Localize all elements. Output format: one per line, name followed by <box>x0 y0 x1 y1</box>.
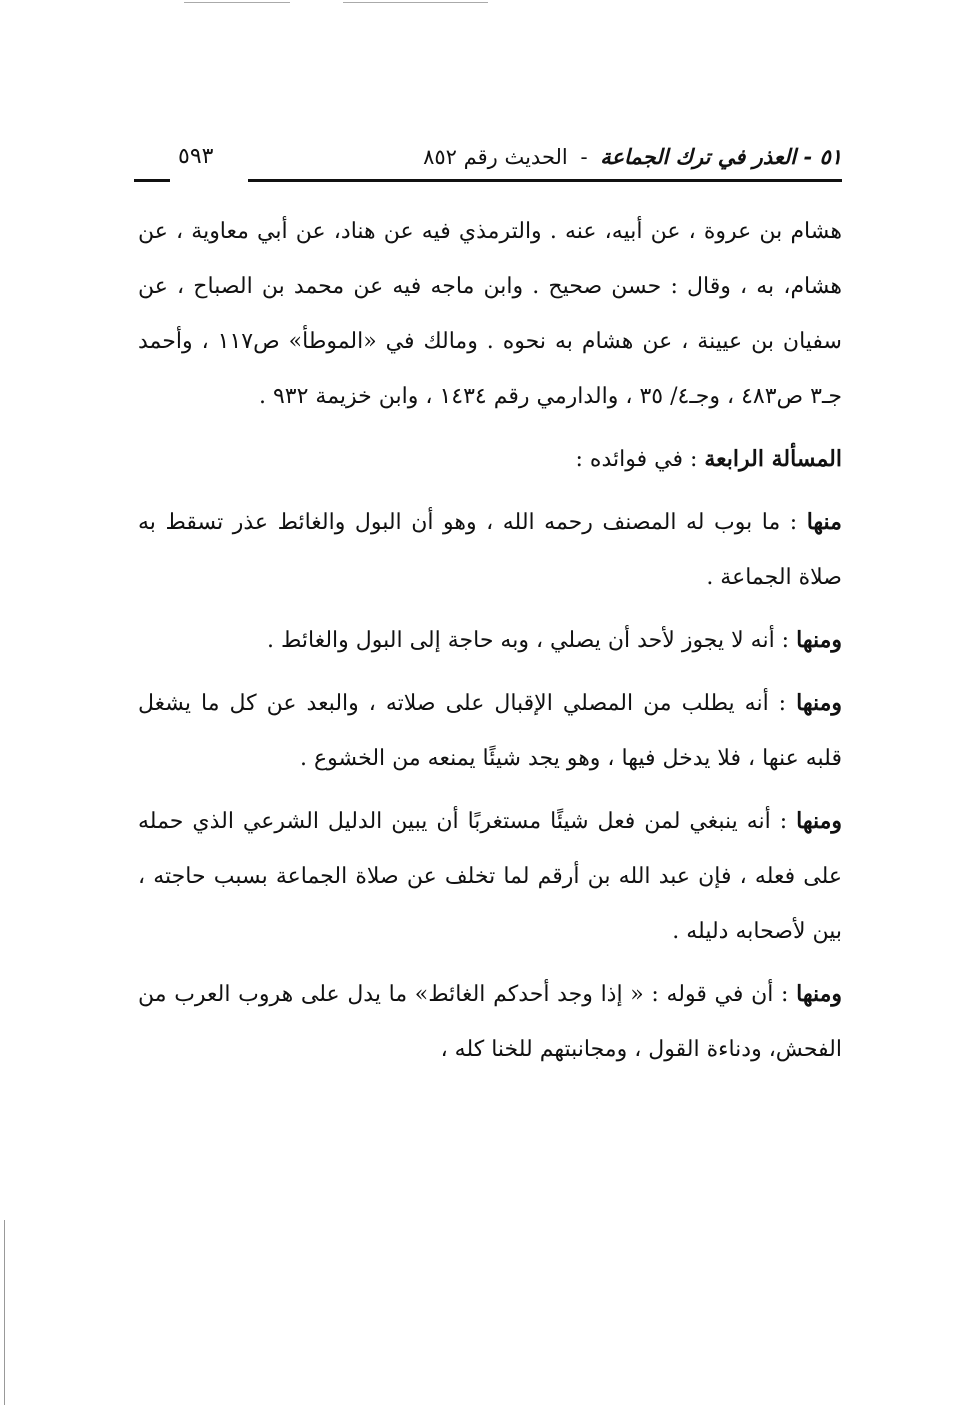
paragraph-label: ومنها <box>796 627 842 653</box>
paragraph-label: ومنها <box>796 808 842 834</box>
page-body <box>138 204 842 1085</box>
paragraph-label: ومنها <box>796 981 842 1007</box>
paragraph-label: ومنها <box>796 690 842 716</box>
paragraph-label: المسألة الرابعة <box>704 446 842 472</box>
paragraph-benefit-3 <box>138 676 842 786</box>
page-header <box>134 138 842 190</box>
top-edge-line-right <box>343 2 488 3</box>
paragraph-text: : أنه لا يجوز لأحد أن يصلي ، وبه حاجة إلى البول والغائط . <box>267 628 790 653</box>
running-title <box>423 144 842 169</box>
paragraph-benefit-2 <box>138 613 842 668</box>
paragraph-fourth-issue <box>138 432 842 487</box>
paragraph-text: : ما بوب له المصنف رحمه الله ، وهو أن البول والغائط عذر تسقط به صلاة الجماعة . <box>138 510 842 590</box>
paragraph-text: : في فوائده : <box>575 447 698 472</box>
paragraph-text: : أنه ينبغي لمن فعل شيئًا مستغربًا أن يبين الدليل الشرعي الذي حمله على فعله ، فإن عبد الله بن أرقم لما تخلف عن صلاة الجماعة بسبب حاجته ، بين لأصحابه دليله . <box>138 809 842 944</box>
header-rule-short <box>134 179 170 182</box>
page-number: ٥٩٣ <box>178 144 214 169</box>
paragraph-text: هشام بن عروة ، عن أبيه، عنه . والترمذي فيه عن هناد، عن أبي معاوية ، عن هشام، به ، وقال : حسن صحيح . وابن ماجه فيه عن محمد بن الصباح ، عن سفيان بن عيينة ، عن هشام به نحوه . ومالك في «الموطأ» ص١١٧ ، وأحمد جـ٣ ص٤٨٣ ، وجـ٤/ ٣٥ ، والدارمي رقم ١٤٣٤ ، وابن خزيمة ٩٣٢ . <box>138 219 842 409</box>
paragraph-text: : أن في قوله : « إذا وجد أحدكم الغائط» ما يدل على هروب العرب من الفحش، ودناءة القول ، ومجانبتهم للخنا كله ، <box>138 982 842 1062</box>
header-rule <box>248 179 842 182</box>
hadith-number: الحديث رقم ٨٥٢ <box>423 145 568 169</box>
page-edge-line <box>4 1220 5 1405</box>
paragraph-benefit-5 <box>138 967 842 1077</box>
top-edge-line-left <box>184 2 290 3</box>
paragraph-benefit-1 <box>138 495 842 605</box>
chapter-title: ٥١ - العذر في ترك الجماعة <box>600 144 842 169</box>
paragraph-benefit-4 <box>138 794 842 959</box>
title-separator: - <box>580 145 588 169</box>
paragraph-text: : أنه يطلب من المصلي الإقبال على صلاته ، والبعد عن كل ما يشغل قلبه عنها ، فلا يدخل فيها ، وهو يجد شيئًا يمنعه من الخشوع . <box>138 691 842 771</box>
paragraph-references <box>138 204 842 424</box>
paragraph-label: منها <box>806 509 842 535</box>
